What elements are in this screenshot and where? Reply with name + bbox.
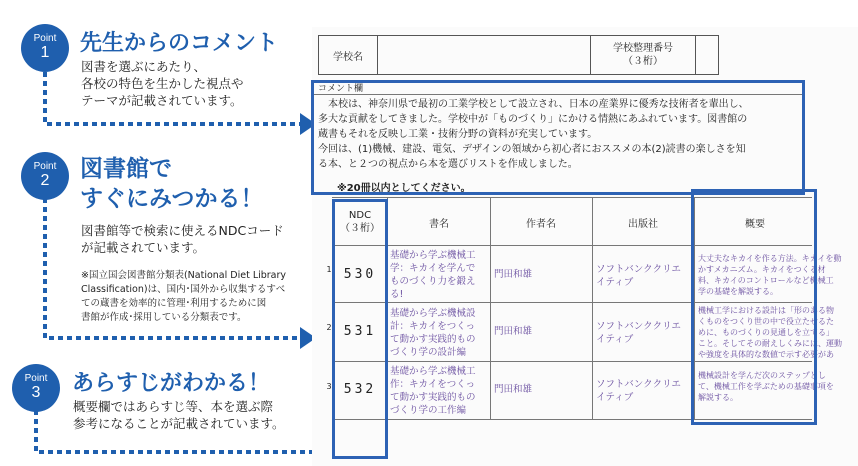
- point3-desc-line: 概要欄ではあらすじ等、本を選ぶ際: [73, 399, 274, 414]
- point1-badge: [21, 24, 69, 72]
- book-publisher: [596, 263, 681, 289]
- instruction-text: ※20冊以内としてください。: [337, 183, 471, 194]
- point3-desc-line: 参考になることが記載されています。: [73, 416, 285, 431]
- point3-number: 3: [31, 384, 41, 401]
- book-title-line: づくり学の設計編: [390, 347, 467, 358]
- book-title-line: ものづくり力を鍛え: [390, 276, 476, 287]
- point3-description: [73, 398, 285, 432]
- book-summary-line: くものをつくり世の中で役立たせるた: [698, 317, 834, 326]
- point2-note: [81, 269, 286, 325]
- point1-desc-line: テーマが記載されています。: [81, 93, 243, 108]
- point3-label: Point: [24, 373, 48, 384]
- point2-note-line: 書館が作成･採用している分類表です。: [81, 312, 247, 323]
- book-title-line: づくり学の工作編: [390, 405, 467, 416]
- school-number-label-line: 学校整理番号: [613, 43, 673, 54]
- point1-label: Point: [33, 33, 57, 44]
- ndc-value: 531: [343, 324, 377, 339]
- title-header: 書名: [429, 219, 449, 230]
- school-name-label: 学校名: [318, 35, 378, 75]
- book-title-line: て動かす実践的もの: [390, 334, 476, 345]
- point1-number: 1: [40, 44, 50, 61]
- book-title-line: て動かす実践的もの: [390, 392, 476, 403]
- book-title-line: 計：キカイをつくっ: [390, 321, 476, 332]
- school-name-field[interactable]: [377, 35, 591, 75]
- comment-line: る本、と２つの視点から本を選びリストを作成しました。: [318, 159, 578, 170]
- school-number-field[interactable]: [695, 35, 719, 75]
- point2-desc-line: が記載されています。: [81, 240, 206, 255]
- summary-column-highlight: [691, 189, 817, 425]
- book-author: 門田和雄: [494, 269, 533, 280]
- book-publisher-line: イティブ: [596, 277, 634, 288]
- point2-title: [80, 154, 264, 214]
- book-title-line: 基礎から学ぶ機械工: [390, 366, 476, 377]
- row-number: 3: [326, 382, 332, 391]
- point2-desc-line: 図書館等で検索に使えるNDCコード: [81, 223, 284, 238]
- book-title-line: 基礎から学ぶ機械工: [390, 250, 476, 261]
- summary-header: 概要: [745, 219, 765, 230]
- book-title: [390, 307, 476, 359]
- book-summary-line: こと。そしてその耐えしくみには、運動: [698, 339, 842, 348]
- book-publisher-line: イティブ: [596, 392, 634, 403]
- school-number-label: [590, 35, 696, 75]
- book-publisher-line: ソフトバンククリエ: [596, 321, 681, 332]
- book-title-line: 基礎から学ぶ機械設: [390, 308, 476, 319]
- book-summary-line: かすメカニズム。キカイをつくる材: [698, 265, 826, 274]
- school-number-label-line: （３桁）: [623, 56, 663, 67]
- book-list-form: [312, 27, 858, 466]
- publisher-header: 出版社: [628, 219, 658, 230]
- point2-title-line: 図書館で: [80, 156, 172, 182]
- table-col-line: [592, 197, 593, 419]
- book-title-line: 学：キカイを学んで: [390, 263, 476, 274]
- book-publisher-line: ソフトバンククリエ: [596, 379, 681, 390]
- book-author: 門田和雄: [494, 384, 533, 395]
- comment-divider: [314, 94, 802, 95]
- point2-note-line: Classification)は、国内･国外から収集するすべ: [81, 284, 286, 295]
- point2-description: [81, 222, 284, 256]
- comment-label: コメント欄: [318, 84, 364, 94]
- point2-title-line: すぐにみつかる！: [80, 186, 264, 212]
- point2-note-line: ての蔵書を効率的に管理･利用するために図: [81, 298, 267, 309]
- author-header: 作者名: [526, 219, 556, 230]
- book-summary-line: 機械設計を学んだ次のステップとし: [698, 371, 826, 380]
- book-publisher-line: イティブ: [596, 334, 634, 345]
- book-title-line: る!: [390, 289, 404, 300]
- ndc-value: 532: [343, 382, 377, 397]
- point1-desc-line: 各校の特色を生かした視点や: [81, 76, 244, 91]
- comment-line: 多大な貢献をしてきました。学校中が「ものづくり」にかける情熱にあふれています。図書館の: [318, 114, 748, 125]
- book-summary-line: めに、ものづくりの見通しを立てる」: [698, 328, 834, 337]
- point2-label: Point: [33, 161, 57, 172]
- book-title-line: 作：キカイをつくっ: [390, 379, 476, 390]
- book-title: [390, 249, 476, 301]
- book-publisher: [596, 320, 681, 346]
- comment-body: [318, 97, 802, 172]
- book-summary-line: て、機械工作を学ぶための基礎事項を: [698, 382, 834, 391]
- point1-desc-line: 図書を選ぶにあたり、: [81, 59, 207, 74]
- comment-line: 蔵書もそれを反映し工業・技術分野の資料が充実しています。: [318, 129, 598, 140]
- table-col-line: [490, 197, 491, 419]
- point2-number: 2: [40, 172, 50, 189]
- ndc-header-line: （３桁）: [340, 223, 380, 234]
- point3-title: あらすじがわかる！: [72, 371, 271, 396]
- book-summary-line: 料、キカイのコントロールなど機械工: [698, 276, 834, 285]
- book-author: 門田和雄: [494, 326, 533, 337]
- point1-title: 先生からのコメント: [80, 31, 279, 56]
- point3-badge: [12, 364, 60, 412]
- book-publisher: [596, 378, 681, 404]
- comment-line: 今回は、(1)機械、建設、電気、デザインの領域から初心者におススメの本(2)読書の楽しさを知: [318, 144, 746, 155]
- point2-badge: [21, 152, 69, 200]
- book-title: [390, 365, 476, 417]
- row-number: 2: [326, 323, 332, 332]
- book-summary-line: 機械工学における設計は「形のある物: [698, 306, 834, 315]
- book-summary-line: 学の基礎を解説する。: [698, 287, 778, 296]
- row-number: 1: [326, 265, 332, 274]
- book-summary-line: や強度を具体的な数値で示す必要があ: [698, 350, 834, 359]
- book-summary-line: 大丈夫なキカイを作る方法。キカイを動: [698, 254, 842, 263]
- point2-note-line: ※国立国会図書館分類表(National Diet Library: [81, 270, 287, 281]
- book-publisher-line: ソフトバンククリエ: [596, 264, 681, 275]
- ndc-column-highlight: [332, 199, 388, 459]
- point1-description: [81, 58, 244, 109]
- ndc-header-line: NDC: [348, 210, 372, 221]
- ndc-value: 530: [343, 267, 377, 282]
- book-summary-line: 解説する。: [698, 393, 738, 402]
- comment-line: 本校は、神奈川県で最初の工業学校として設立され、日本の産業界に優秀な技術者を輩出し、: [318, 99, 749, 110]
